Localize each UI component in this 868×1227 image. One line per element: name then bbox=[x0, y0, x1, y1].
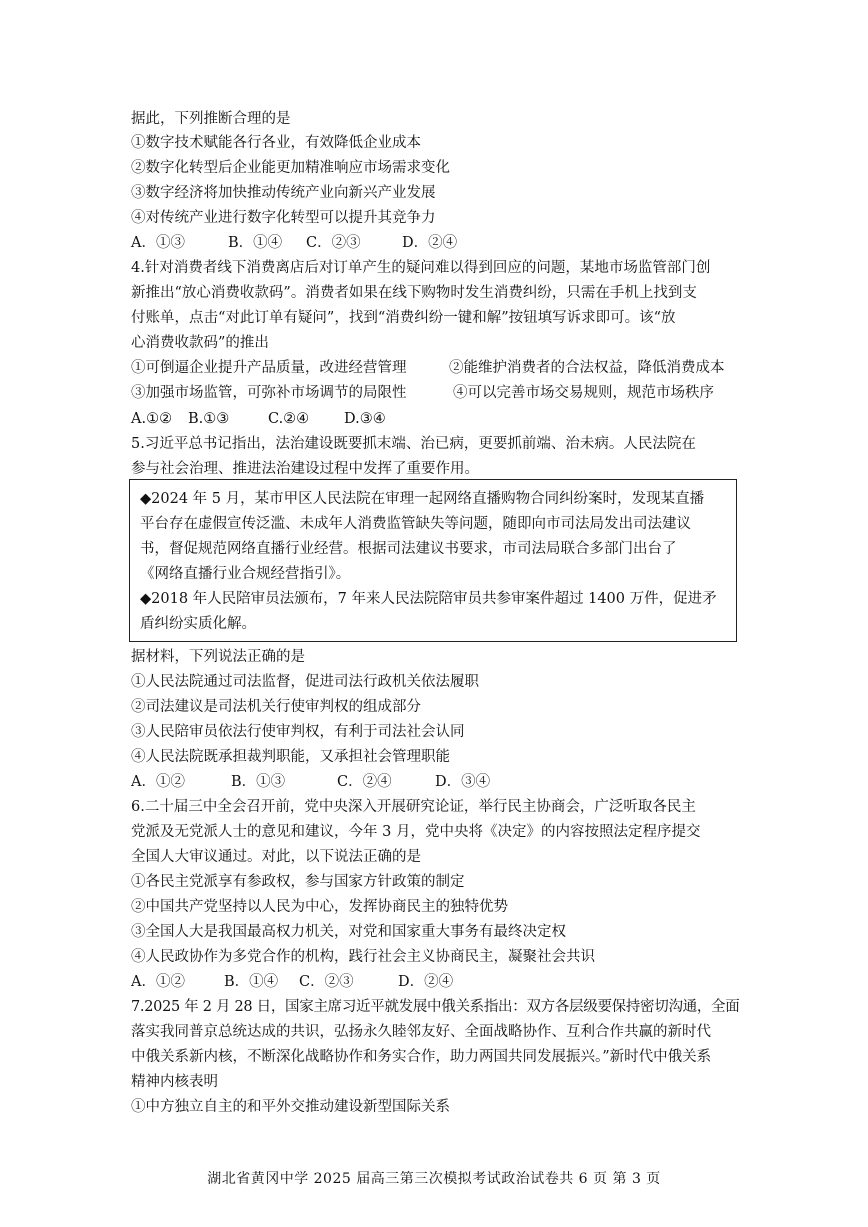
q5-material-line-5: ◆2018 年人民陪审员法颁布，7 年来人民法院陪审员共参审案件超过 1400 万件，促进矛 bbox=[140, 591, 717, 607]
q5-material-line-3: 书，督促规范网络直播行业经营。根据司法建议书要求，市司法局联合多部门出台了 bbox=[140, 541, 677, 557]
q5-stem-2: 据材料，下列说法正确的是 bbox=[131, 649, 305, 665]
q3-option-d: D．②④ bbox=[402, 235, 458, 251]
q4-option-d: D.③④ bbox=[344, 411, 386, 427]
q7-statement-1: ①中方独立自主的和平外交推动建设新型国际关系 bbox=[131, 1099, 450, 1115]
q4-statement-3: ③加强市场监管，可弥补市场调节的局限性 bbox=[131, 385, 407, 401]
q3-statement-2: ②数字化转型后企业能更加精准响应市场需求变化 bbox=[131, 160, 450, 176]
q3-statement-3: ③数字经济将加快推动传统产业向新兴产业发展 bbox=[131, 185, 436, 201]
q3-statement-1: ①数字技术赋能各行各业，有效降低企业成本 bbox=[131, 135, 421, 151]
q5-stem-line-2: 参与社会治理、推进法治建设过程中发挥了重要作用。 bbox=[131, 461, 479, 477]
q3-option-c: C．②③ bbox=[306, 235, 361, 251]
q5-material-line-6: 盾纠纷实质化解。 bbox=[140, 616, 256, 632]
q6-option-d: D．②④ bbox=[398, 974, 454, 990]
q4-statements-row-2 bbox=[131, 384, 714, 402]
q5-stem-line-1: 5.习近平总书记指出，法治建设既要抓末端、治已病，更要抓前端、治未病。人民法院在 bbox=[131, 436, 696, 452]
q6-stem-line-2: 党派及无党派人士的意见和建议，今年 3 月，党中央将《决定》的内容按照法定程序提交 bbox=[131, 824, 701, 840]
q4-option-c: C.②④ bbox=[268, 411, 310, 427]
q4-stem-line-4: 心消费收款码”的推出 bbox=[131, 335, 269, 351]
page-footer: 湖北省黄冈中学 2025 届高三第三次模拟考试政治试卷共 6 页 第 3 页 bbox=[207, 1171, 661, 1187]
q6-option-c: C．②③ bbox=[299, 974, 354, 990]
q5-statement-2: ②司法建议是司法机关行使审判权的组成部分 bbox=[131, 699, 421, 715]
q5-material-box bbox=[129, 479, 737, 642]
q4-statement-4: ④可以完善市场交易规则，规范市场秩序 bbox=[453, 385, 714, 401]
q7-stem-line-4: 精神内核表明 bbox=[131, 1074, 218, 1090]
q6-stem-line-1: 6.二十届三中全会召开前，党中央深入开展研究论证，举行民主协商会，广泛听取各民主 bbox=[131, 799, 696, 815]
q6-options bbox=[131, 973, 453, 991]
q4-option-b: B.①③ bbox=[188, 411, 230, 427]
q6-statement-1: ①各民主党派享有参政权，参与国家方针政策的制定 bbox=[131, 874, 465, 890]
q3-option-b: B．①④ bbox=[228, 235, 283, 251]
q6-statement-2: ②中国共产党坚持以人民为中心，发挥协商民主的独特优势 bbox=[131, 899, 508, 915]
q6-stem-line-3: 全国人大审议通过。对此，以下说法正确的是 bbox=[131, 849, 421, 865]
q5-option-a: A．①② bbox=[131, 774, 185, 790]
q5-statement-4: ④人民法院既承担裁判职能，又承担社会管理职能 bbox=[131, 749, 450, 765]
q6-option-b: B．①④ bbox=[224, 974, 279, 990]
q6-statement-3: ③全国人大是我国最高权力机关，对党和国家重大事务有最终决定权 bbox=[131, 924, 566, 940]
q4-options bbox=[131, 410, 386, 428]
q7-stem-line-2: 落实我同普京总统达成的共识，弘扬永久睦邻友好、全面战略协作、互利合作共赢的新时代 bbox=[131, 1024, 711, 1040]
q5-material-line-2: 平台存在虚假宣传泛滥、未成年人消费监管缺失等问题，随即向市司法局发出司法建议 bbox=[140, 516, 691, 532]
q3-statement-4: ④对传统产业进行数字化转型可以提升其竞争力 bbox=[131, 210, 436, 226]
q5-statement-3: ③人民陪审员依法行使审判权，有利于司法社会认同 bbox=[131, 724, 465, 740]
q6-option-a: A．①② bbox=[131, 974, 185, 990]
q4-stem-line-2: 新推出“放心消费收款码”。消费者如果在线下购物时发生消费纠纷，只需在手机上找到支 bbox=[131, 285, 697, 301]
q5-option-c: C．②④ bbox=[337, 774, 392, 790]
q5-option-d: D．③④ bbox=[435, 774, 491, 790]
q4-statement-2: ②能维护消费者的合法权益，降低消费成本 bbox=[449, 360, 725, 376]
q5-material-line-1: ◆2024 年 5 月，某市甲区人民法院在审理一起网络直播购物合同纠纷案时，发现某直播 bbox=[140, 491, 705, 507]
q5-material-line-4: 《网络直播行业合规经营指引》。 bbox=[140, 566, 351, 582]
q7-stem-line-1: 7.2025 年 2 月 28 日，国家主席习近平就发展中俄关系指出：双方各层级要保持密切沟通，全面 bbox=[131, 999, 740, 1015]
q4-statement-1: ①可倒逼企业提升产品质量，改进经营管理 bbox=[131, 360, 407, 376]
q3-stem: 据此，下列推断合理的是 bbox=[131, 111, 291, 127]
q4-stem-line-1: 4.针对消费者线下消费离店后对订单产生的疑问难以得到回应的问题，某地市场监管部门创 bbox=[131, 260, 711, 276]
q4-option-a: A.①② bbox=[131, 411, 173, 427]
q4-statements-row-1 bbox=[131, 359, 725, 377]
q3-options bbox=[131, 234, 457, 252]
q5-statement-1: ①人民法院通过司法监督，促进司法行政机关依法履职 bbox=[131, 674, 479, 690]
q7-stem-line-3: 中俄关系新内核，不断深化战略协作和务实合作，助力两国共同发展振兴。”新时代中俄关系 bbox=[131, 1049, 712, 1065]
q4-stem-line-3: 付账单，点击“对此订单有疑问”，找到“消费纠纷一键和解”按钮填写诉求即可。该“放 bbox=[131, 310, 676, 326]
q3-option-a: A．①③ bbox=[131, 235, 185, 251]
q5-option-b: B．①③ bbox=[231, 774, 286, 790]
q5-options bbox=[131, 773, 490, 791]
q6-statement-4: ④人民政协作为多党合作的机构，践行社会主义协商民主，凝聚社会共识 bbox=[131, 949, 595, 965]
